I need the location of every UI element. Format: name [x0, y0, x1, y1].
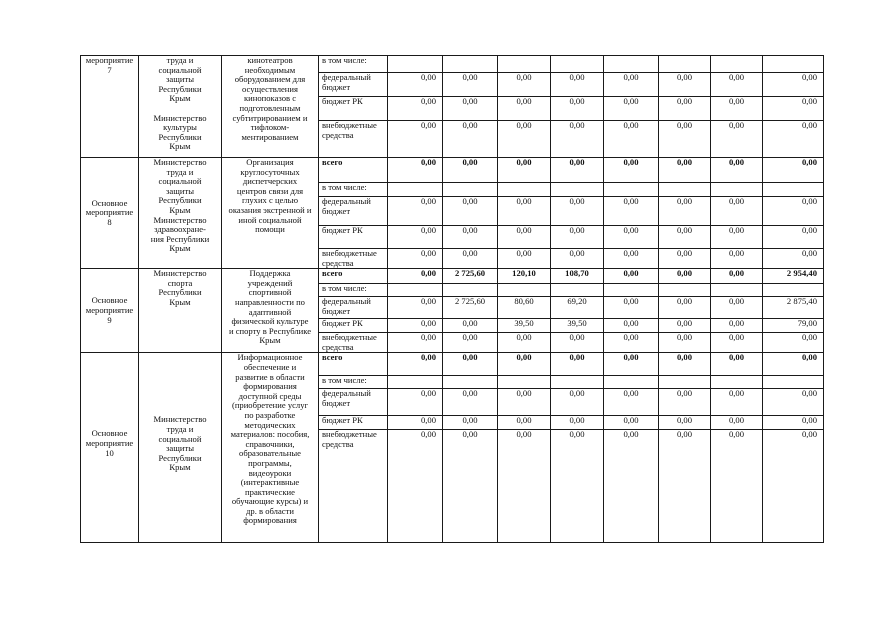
- amount-cell: 0,00: [498, 430, 551, 543]
- event-cell: Основное мероприятие 8: [81, 158, 139, 269]
- amount-cell: 2 875,40: [763, 297, 824, 319]
- funding-category: бюджет РК: [319, 416, 388, 430]
- amount-cell: 0,00: [388, 297, 443, 319]
- amount-cell: 0,00: [551, 121, 604, 158]
- action-cell: кинотеатров необходимым оборудованием для осуществления кинопоказов с подготовленным субтитрированием и тифлоком- ментированием: [222, 56, 319, 158]
- amount-cell: 120,10: [498, 269, 551, 284]
- amount-cell: 0,00: [763, 226, 824, 249]
- funding-category: бюджет РК: [319, 97, 388, 121]
- funding-category: федеральный бюджет: [319, 389, 388, 416]
- amount-cell: 0,00: [763, 197, 824, 226]
- amount-cell: 2 954,40: [763, 269, 824, 284]
- amount-cell: 0,00: [551, 73, 604, 97]
- amount-cell: 0,00: [711, 226, 763, 249]
- amount-cell: 0,00: [659, 158, 711, 183]
- amount-cell: 0,00: [604, 389, 659, 416]
- amount-cell: [763, 376, 824, 389]
- amount-cell: [443, 56, 498, 73]
- amount-cell: 0,00: [763, 249, 824, 269]
- amount-cell: 0,00: [498, 197, 551, 226]
- amount-cell: [711, 56, 763, 73]
- amount-cell: [443, 284, 498, 297]
- amount-cell: 0,00: [498, 73, 551, 97]
- amount-cell: 0,00: [711, 389, 763, 416]
- funding-category: внебюджетные средства: [319, 249, 388, 269]
- amount-cell: 0,00: [551, 333, 604, 353]
- amount-cell: 0,00: [498, 389, 551, 416]
- amount-cell: [711, 376, 763, 389]
- amount-cell: 108,70: [551, 269, 604, 284]
- amount-cell: 0,00: [443, 319, 498, 333]
- amount-cell: 0,00: [604, 333, 659, 353]
- amount-cell: 2 725,60: [443, 297, 498, 319]
- amount-cell: [388, 183, 443, 197]
- amount-cell: 0,00: [711, 73, 763, 97]
- amount-cell: 0,00: [711, 319, 763, 333]
- amount-cell: 0,00: [604, 73, 659, 97]
- amount-cell: [551, 183, 604, 197]
- amount-cell: [604, 284, 659, 297]
- amount-cell: 0,00: [659, 73, 711, 97]
- amount-cell: 0,00: [498, 97, 551, 121]
- amount-cell: 0,00: [551, 430, 604, 543]
- amount-cell: 0,00: [763, 333, 824, 353]
- amount-cell: [551, 376, 604, 389]
- amount-cell: 0,00: [443, 333, 498, 353]
- event-cell: Основное мероприятие 9: [81, 269, 139, 353]
- amount-cell: 0,00: [388, 197, 443, 226]
- amount-cell: 80,60: [498, 297, 551, 319]
- funding-table-body: [81, 56, 824, 543]
- funding-category: всего: [319, 353, 388, 376]
- amount-cell: 0,00: [711, 269, 763, 284]
- amount-cell: 0,00: [604, 269, 659, 284]
- amount-cell: 0,00: [763, 353, 824, 376]
- amount-cell: 0,00: [443, 416, 498, 430]
- amount-cell: 0,00: [711, 158, 763, 183]
- amount-cell: 0,00: [443, 430, 498, 543]
- amount-cell: 0,00: [498, 353, 551, 376]
- funding-category: в том числе:: [319, 183, 388, 197]
- amount-cell: 0,00: [443, 353, 498, 376]
- executor-cell: труда и социальной защиты Республики Крым Министерство культуры Республики Крым: [139, 56, 222, 158]
- amount-cell: 0,00: [551, 197, 604, 226]
- funding-category: всего: [319, 269, 388, 284]
- amount-cell: 0,00: [604, 353, 659, 376]
- executor-cell: Министерство труда и социальной защиты Республики Крым: [139, 353, 222, 543]
- event-cell: мероприятие 7: [81, 56, 139, 158]
- amount-cell: 0,00: [659, 333, 711, 353]
- amount-cell: 0,00: [659, 389, 711, 416]
- amount-cell: 0,00: [763, 158, 824, 183]
- amount-cell: 0,00: [443, 226, 498, 249]
- amount-cell: [763, 183, 824, 197]
- amount-cell: 0,00: [604, 97, 659, 121]
- amount-cell: [604, 376, 659, 389]
- action-cell: Информационное обеспечение и развитие в области формирования доступной среды (приобретение услуг по разработке методических материалов: пособия, справочники, образовательные программы, видеоуроки (интерактивные практические обучающие курсы) и др. в области формирования: [222, 353, 319, 543]
- amount-cell: 0,00: [711, 249, 763, 269]
- amount-cell: 0,00: [659, 249, 711, 269]
- funding-category: федеральный бюджет: [319, 297, 388, 319]
- amount-cell: 2 725,60: [443, 269, 498, 284]
- amount-cell: 0,00: [388, 73, 443, 97]
- action-cell: Организация круглосуточных диспетчерских центров связи для глухих с целью оказания экстренной и иной социальной помощи: [222, 158, 319, 269]
- amount-cell: 0,00: [551, 226, 604, 249]
- funding-category: всего: [319, 158, 388, 183]
- amount-cell: [443, 376, 498, 389]
- amount-cell: 0,00: [388, 97, 443, 121]
- amount-cell: 0,00: [498, 226, 551, 249]
- amount-cell: [604, 56, 659, 73]
- amount-cell: 0,00: [711, 197, 763, 226]
- amount-cell: 0,00: [498, 158, 551, 183]
- amount-cell: 0,00: [659, 430, 711, 543]
- amount-cell: 0,00: [659, 416, 711, 430]
- amount-cell: 0,00: [763, 430, 824, 543]
- table-row: [81, 56, 824, 73]
- funding-category: бюджет РК: [319, 319, 388, 333]
- amount-cell: [763, 56, 824, 73]
- amount-cell: [659, 56, 711, 73]
- amount-cell: 0,00: [388, 226, 443, 249]
- amount-cell: 0,00: [763, 73, 824, 97]
- executor-cell: Министерство спорта Республики Крым: [139, 269, 222, 353]
- amount-cell: [498, 376, 551, 389]
- amount-cell: 0,00: [763, 416, 824, 430]
- amount-cell: 0,00: [659, 97, 711, 121]
- amount-cell: 0,00: [711, 121, 763, 158]
- funding-category: в том числе:: [319, 56, 388, 73]
- amount-cell: 0,00: [711, 97, 763, 121]
- amount-cell: [498, 284, 551, 297]
- amount-cell: 0,00: [388, 121, 443, 158]
- amount-cell: 0,00: [498, 121, 551, 158]
- amount-cell: 0,00: [443, 197, 498, 226]
- amount-cell: 0,00: [388, 389, 443, 416]
- amount-cell: 0,00: [388, 269, 443, 284]
- amount-cell: 0,00: [388, 158, 443, 183]
- table-row: [81, 353, 824, 376]
- amount-cell: 0,00: [388, 333, 443, 353]
- amount-cell: 0,00: [551, 158, 604, 183]
- table-row: [81, 269, 824, 284]
- amount-cell: [711, 183, 763, 197]
- amount-cell: [659, 376, 711, 389]
- amount-cell: 0,00: [604, 297, 659, 319]
- amount-cell: 0,00: [443, 389, 498, 416]
- amount-cell: [498, 183, 551, 197]
- amount-cell: 0,00: [604, 121, 659, 158]
- amount-cell: 0,00: [659, 226, 711, 249]
- funding-category: внебюджетные средства: [319, 333, 388, 353]
- amount-cell: 0,00: [659, 353, 711, 376]
- amount-cell: [388, 376, 443, 389]
- amount-cell: 0,00: [443, 97, 498, 121]
- funding-category: бюджет РК: [319, 226, 388, 249]
- amount-cell: 0,00: [388, 353, 443, 376]
- amount-cell: [711, 284, 763, 297]
- amount-cell: [763, 284, 824, 297]
- amount-cell: 0,00: [498, 333, 551, 353]
- amount-cell: 0,00: [443, 249, 498, 269]
- amount-cell: 0,00: [551, 97, 604, 121]
- amount-cell: 0,00: [711, 353, 763, 376]
- amount-cell: 79,00: [763, 319, 824, 333]
- amount-cell: [498, 56, 551, 73]
- amount-cell: 0,00: [443, 158, 498, 183]
- amount-cell: 0,00: [763, 121, 824, 158]
- amount-cell: 0,00: [604, 416, 659, 430]
- funding-category: внебюджетные средства: [319, 121, 388, 158]
- funding-category: федеральный бюджет: [319, 197, 388, 226]
- amount-cell: 0,00: [604, 226, 659, 249]
- amount-cell: [604, 183, 659, 197]
- amount-cell: 39,50: [551, 319, 604, 333]
- event-cell: Основное мероприятие 10: [81, 353, 139, 543]
- amount-cell: 0,00: [763, 97, 824, 121]
- amount-cell: [388, 284, 443, 297]
- amount-cell: 0,00: [659, 197, 711, 226]
- amount-cell: [551, 284, 604, 297]
- amount-cell: [659, 284, 711, 297]
- amount-cell: [551, 56, 604, 73]
- funding-category: федеральный бюджет: [319, 73, 388, 97]
- amount-cell: 0,00: [659, 269, 711, 284]
- amount-cell: 0,00: [659, 319, 711, 333]
- amount-cell: 0,00: [711, 297, 763, 319]
- amount-cell: 0,00: [659, 297, 711, 319]
- amount-cell: 0,00: [388, 319, 443, 333]
- amount-cell: [388, 56, 443, 73]
- amount-cell: 0,00: [498, 416, 551, 430]
- funding-table: [80, 55, 824, 543]
- amount-cell: 0,00: [388, 416, 443, 430]
- amount-cell: 69,20: [551, 297, 604, 319]
- amount-cell: 0,00: [604, 249, 659, 269]
- amount-cell: 0,00: [711, 416, 763, 430]
- executor-cell: Министерство труда и социальной защиты Республики Крым Министерство здравоохране- ния Республики Крым: [139, 158, 222, 269]
- amount-cell: 0,00: [498, 249, 551, 269]
- amount-cell: 0,00: [604, 319, 659, 333]
- amount-cell: 0,00: [388, 249, 443, 269]
- amount-cell: 0,00: [443, 121, 498, 158]
- funding-category: в том числе:: [319, 284, 388, 297]
- amount-cell: 0,00: [551, 249, 604, 269]
- amount-cell: 0,00: [551, 353, 604, 376]
- table-row: [81, 158, 824, 183]
- amount-cell: [443, 183, 498, 197]
- amount-cell: 39,50: [498, 319, 551, 333]
- amount-cell: 0,00: [659, 121, 711, 158]
- funding-category: в том числе:: [319, 376, 388, 389]
- funding-category: внебюджетные средства: [319, 430, 388, 543]
- amount-cell: 0,00: [551, 416, 604, 430]
- amount-cell: 0,00: [551, 389, 604, 416]
- action-cell: Поддержка учреждений спортивной направленности по адаптивной физической культуре и спорту в Республике Крым: [222, 269, 319, 353]
- amount-cell: 0,00: [604, 430, 659, 543]
- amount-cell: 0,00: [763, 389, 824, 416]
- amount-cell: [659, 183, 711, 197]
- amount-cell: 0,00: [604, 197, 659, 226]
- amount-cell: 0,00: [711, 333, 763, 353]
- amount-cell: 0,00: [604, 158, 659, 183]
- amount-cell: 0,00: [711, 430, 763, 543]
- amount-cell: 0,00: [388, 430, 443, 543]
- amount-cell: 0,00: [443, 73, 498, 97]
